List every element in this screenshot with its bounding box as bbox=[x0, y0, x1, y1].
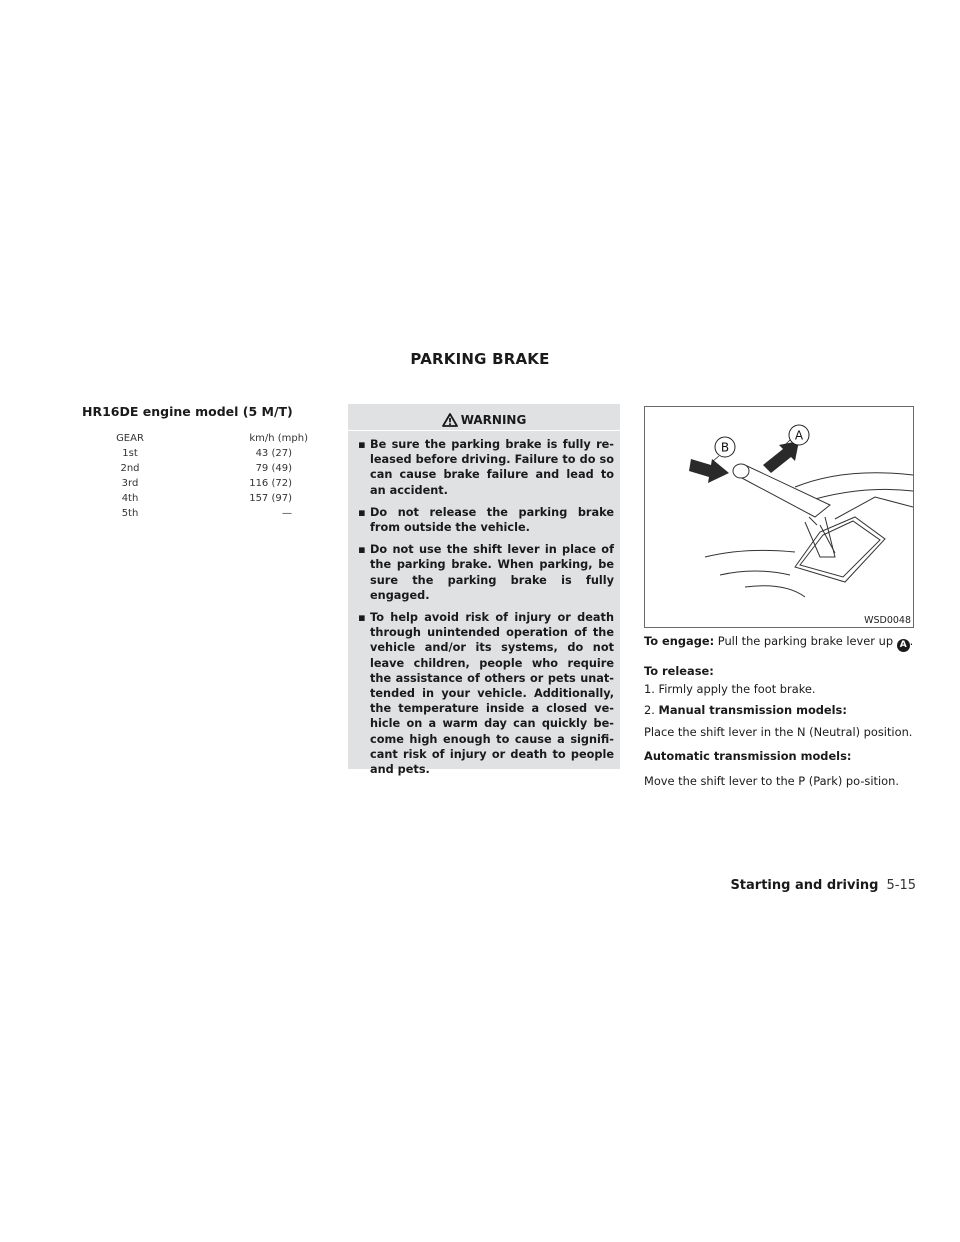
speed-table bbox=[84, 431, 314, 521]
warning-item-text: To help avoid risk of injury or death through unintended operation of the vehicle and/or its systems, do not leave children, people who require the assistance of others or pets unat-tended in your vehicle. Additionally, the temperature inside a closed ve-hicle on a warm day can quickly be-come high enough to cause a signifi-cant risk of injury or death to people and pets. bbox=[370, 611, 614, 777]
warning-list bbox=[354, 437, 614, 777]
engage-paragraph bbox=[644, 634, 916, 652]
col-speed-header: km/h (mph) bbox=[249, 433, 308, 444]
table-heading: HR16DE engine model (5 M/T) bbox=[82, 404, 293, 419]
table-header-row bbox=[84, 431, 314, 446]
arrow-a-icon bbox=[763, 441, 799, 473]
manual-label: Manual transmission models: bbox=[658, 703, 847, 717]
gear-cell: 4th bbox=[121, 493, 139, 504]
warning-item-text: Do not release the parking brake from outside the vehicle. bbox=[370, 505, 614, 535]
gear-cell: 2nd bbox=[120, 463, 140, 474]
warning-item bbox=[354, 437, 614, 498]
engage-label: To engage: bbox=[644, 634, 715, 648]
bullet-icon: ▪ bbox=[358, 611, 366, 625]
step-1-number: 1. bbox=[644, 681, 655, 696]
bullet-icon: ▪ bbox=[358, 505, 366, 519]
section-title: PARKING BRAKE bbox=[410, 350, 550, 368]
warning-item bbox=[354, 610, 614, 777]
warning-item bbox=[354, 542, 614, 603]
step-2-number: 2. bbox=[644, 703, 655, 717]
warning-triangle-icon bbox=[442, 413, 458, 427]
figure-code: WSD0048 bbox=[864, 615, 911, 626]
bullet-icon: ▪ bbox=[358, 543, 366, 557]
chapter-title: Starting and driving bbox=[730, 878, 879, 893]
release-label: To release: bbox=[644, 664, 714, 678]
marker-a-icon: A bbox=[897, 639, 910, 652]
table-row bbox=[84, 476, 314, 491]
table-row bbox=[84, 446, 314, 461]
gear-cell: 3rd bbox=[121, 478, 139, 489]
table-row bbox=[84, 506, 314, 521]
col-gear-header: GEAR bbox=[116, 433, 144, 444]
bullet-icon: ▪ bbox=[358, 438, 366, 451]
speed-table-section bbox=[80, 404, 320, 521]
gear-cell: 1st bbox=[122, 448, 138, 459]
engage-end: . bbox=[909, 634, 914, 648]
parking-brake-lever-illustration bbox=[645, 407, 913, 613]
speed-cell: 79 (49) bbox=[255, 463, 292, 474]
warning-item-text: Be sure the parking brake is fully re-leased before driving. Failure to do so can cause brake failure and lead to an accident. bbox=[370, 438, 614, 497]
warning-box bbox=[348, 404, 620, 777]
engage-text: Pull the parking brake lever up bbox=[717, 634, 894, 648]
warning-item-text: Do not use the shift lever in place of the parking brake. When parking, be sure the parking brake is fully engaged. bbox=[370, 543, 614, 602]
speed-cell: 43 (27) bbox=[255, 448, 292, 459]
gear-cell: 5th bbox=[121, 508, 139, 519]
warning-item bbox=[354, 505, 614, 535]
step-1-text: Firmly apply the foot brake. bbox=[658, 681, 816, 696]
step-1 bbox=[644, 682, 916, 698]
instructions bbox=[644, 634, 916, 789]
speed-cell: 116 (72) bbox=[249, 478, 292, 489]
speed-cell: — bbox=[282, 508, 292, 519]
manual-text: Place the shift lever in the N (Neutral) position. bbox=[644, 724, 913, 739]
page-number: 5-15 bbox=[886, 878, 916, 893]
step-2 bbox=[644, 703, 916, 719]
parking-brake-figure bbox=[644, 406, 914, 628]
callout-a-label: A bbox=[794, 428, 804, 443]
callout-b-label: B bbox=[720, 440, 730, 455]
arrow-b-icon bbox=[689, 459, 729, 483]
warning-title bbox=[348, 410, 620, 431]
page-footer bbox=[730, 878, 916, 893]
table-row bbox=[84, 461, 314, 476]
auto-label: Automatic transmission models: bbox=[644, 749, 852, 763]
speed-cell: 157 (97) bbox=[249, 493, 292, 504]
warning-title-text: WARNING bbox=[460, 413, 527, 427]
auto-text: Move the shift lever to the P (Park) po-sition. bbox=[644, 773, 899, 788]
table-row bbox=[84, 491, 314, 506]
